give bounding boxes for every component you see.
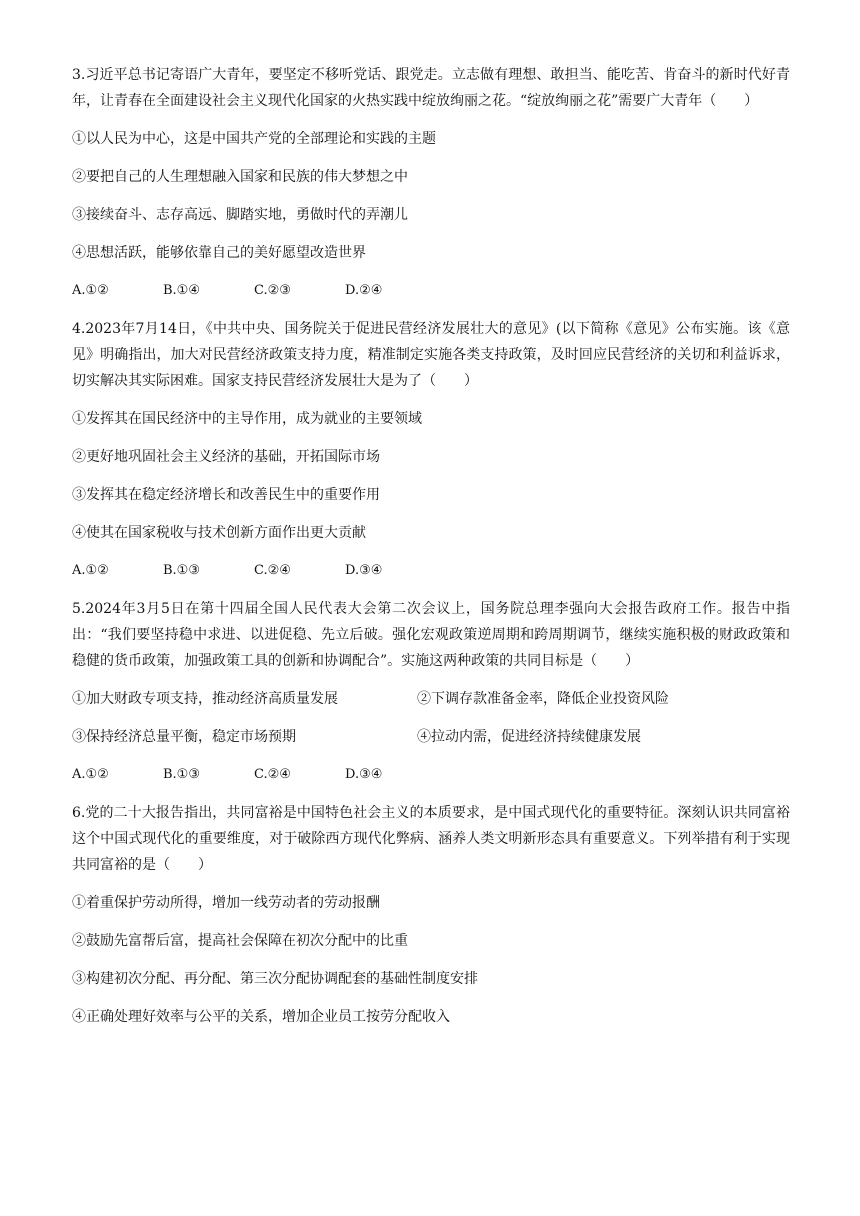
- choice-b: B.①④: [163, 283, 200, 298]
- answer-choices: [72, 762, 790, 788]
- question-stem: 3.习近平总书记寄语广大青年，要坚定不移听党话、跟党走。立志做有理想、敢担当、能吃苦、肯奋斗的新时代好青年，让青春在全面建设社会主义现代化国家的火热实践中绽放绚丽之花。“绽放绚丽之花”需要广大青年（ ）: [72, 67, 790, 109]
- option-2: ②鼓励先富帮后富，提高社会保障在初次分配中的比重: [72, 933, 408, 949]
- option-2: ②更好地巩固社会主义经济的基础，开拓国际市场: [72, 449, 380, 465]
- choice-d: D.②④: [345, 283, 383, 298]
- option-1: ①加大财政专项支持，推动经济高质量发展: [72, 691, 338, 707]
- question-6: [72, 800, 790, 1030]
- choice-b: B.①③: [163, 767, 200, 782]
- answer-choices: [72, 278, 790, 304]
- option-4: ④思想活跃，能够依靠自己的美好愿望改造世界: [72, 245, 366, 261]
- option-4: ④拉动内需，促进经济持续健康发展: [417, 729, 641, 745]
- choice-c: C.②④: [254, 563, 291, 578]
- choice-d: D.③④: [345, 563, 383, 578]
- option-row: [72, 686, 790, 712]
- option-4: ④使其在国家税收与技术创新方面作出更大贡献: [72, 525, 366, 541]
- question-3: [72, 62, 790, 304]
- option-2: ②要把自己的人生理想融入国家和民族的伟大梦想之中: [72, 169, 408, 185]
- option-3: ③构建初次分配、再分配、第三次分配协调配套的基础性制度安排: [72, 971, 478, 987]
- choice-a: A.①②: [72, 563, 109, 578]
- option-3: ③发挥其在稳定经济增长和改善民生中的重要作用: [72, 487, 380, 503]
- choice-a: A.①②: [72, 283, 109, 298]
- option-row: [72, 724, 790, 750]
- option-1: ①以人民为中心，这是中国共产党的全部理论和实践的主题: [72, 131, 436, 147]
- choice-a: A.①②: [72, 767, 109, 782]
- question-5: [72, 596, 790, 788]
- option-4: ④正确处理好效率与公平的关系，增加企业员工按劳分配收入: [72, 1009, 450, 1025]
- answer-choices: [72, 558, 790, 584]
- option-3: ③保持经济总量平衡，稳定市场预期: [72, 729, 296, 745]
- option-1: ①着重保护劳动所得，增加一线劳动者的劳动报酬: [72, 895, 380, 911]
- choice-b: B.①③: [163, 563, 200, 578]
- choice-c: C.②④: [254, 767, 291, 782]
- question-stem: 6.党的二十大报告指出，共同富裕是中国特色社会主义的本质要求，是中国式现代化的重要特征。深刻认识共同富裕这个中国式现代化的重要维度，对于破除西方现代化弊病、涵养人类文明新形态具有重要意义。下列举措有利于实现共同富裕的是（ ）: [72, 805, 790, 873]
- choice-c: C.②③: [254, 283, 291, 298]
- option-3: ③接续奋斗、志存高远、脚踏实地，勇做时代的弄潮儿: [72, 207, 408, 223]
- option-2: ②下调存款准备金率，降低企业投资风险: [417, 691, 669, 707]
- question-stem: 4.2023年7月14日，《中共中央、国务院关于促进民营经济发展壮大的意见》(以下简称《意见》公布实施。该《意见》明确指出，加大对民营经济政策支持力度，精准制定实施各类支持政策，及时回应民营经济的关切和利益诉求，切实解决其实际困难。国家支持民营经济发展壮大是为了（ ）: [72, 321, 790, 389]
- choice-d: D.③④: [345, 767, 383, 782]
- question-4: [72, 316, 790, 584]
- question-stem: 5.2024年3月5日在第十四届全国人民代表大会第二次会议上，国务院总理李强向大会报告政府工作。报告中指出：“我们要坚持稳中求进、以进促稳、先立后破。强化宏观政策逆周期和跨周期调节，继续实施积极的财政政策和稳健的货币政策，加强政策工具的创新和协调配合”。实施这两种政策的共同目标是（ ）: [72, 601, 790, 669]
- option-1: ①发挥其在国民经济中的主导作用，成为就业的主要领域: [72, 411, 422, 427]
